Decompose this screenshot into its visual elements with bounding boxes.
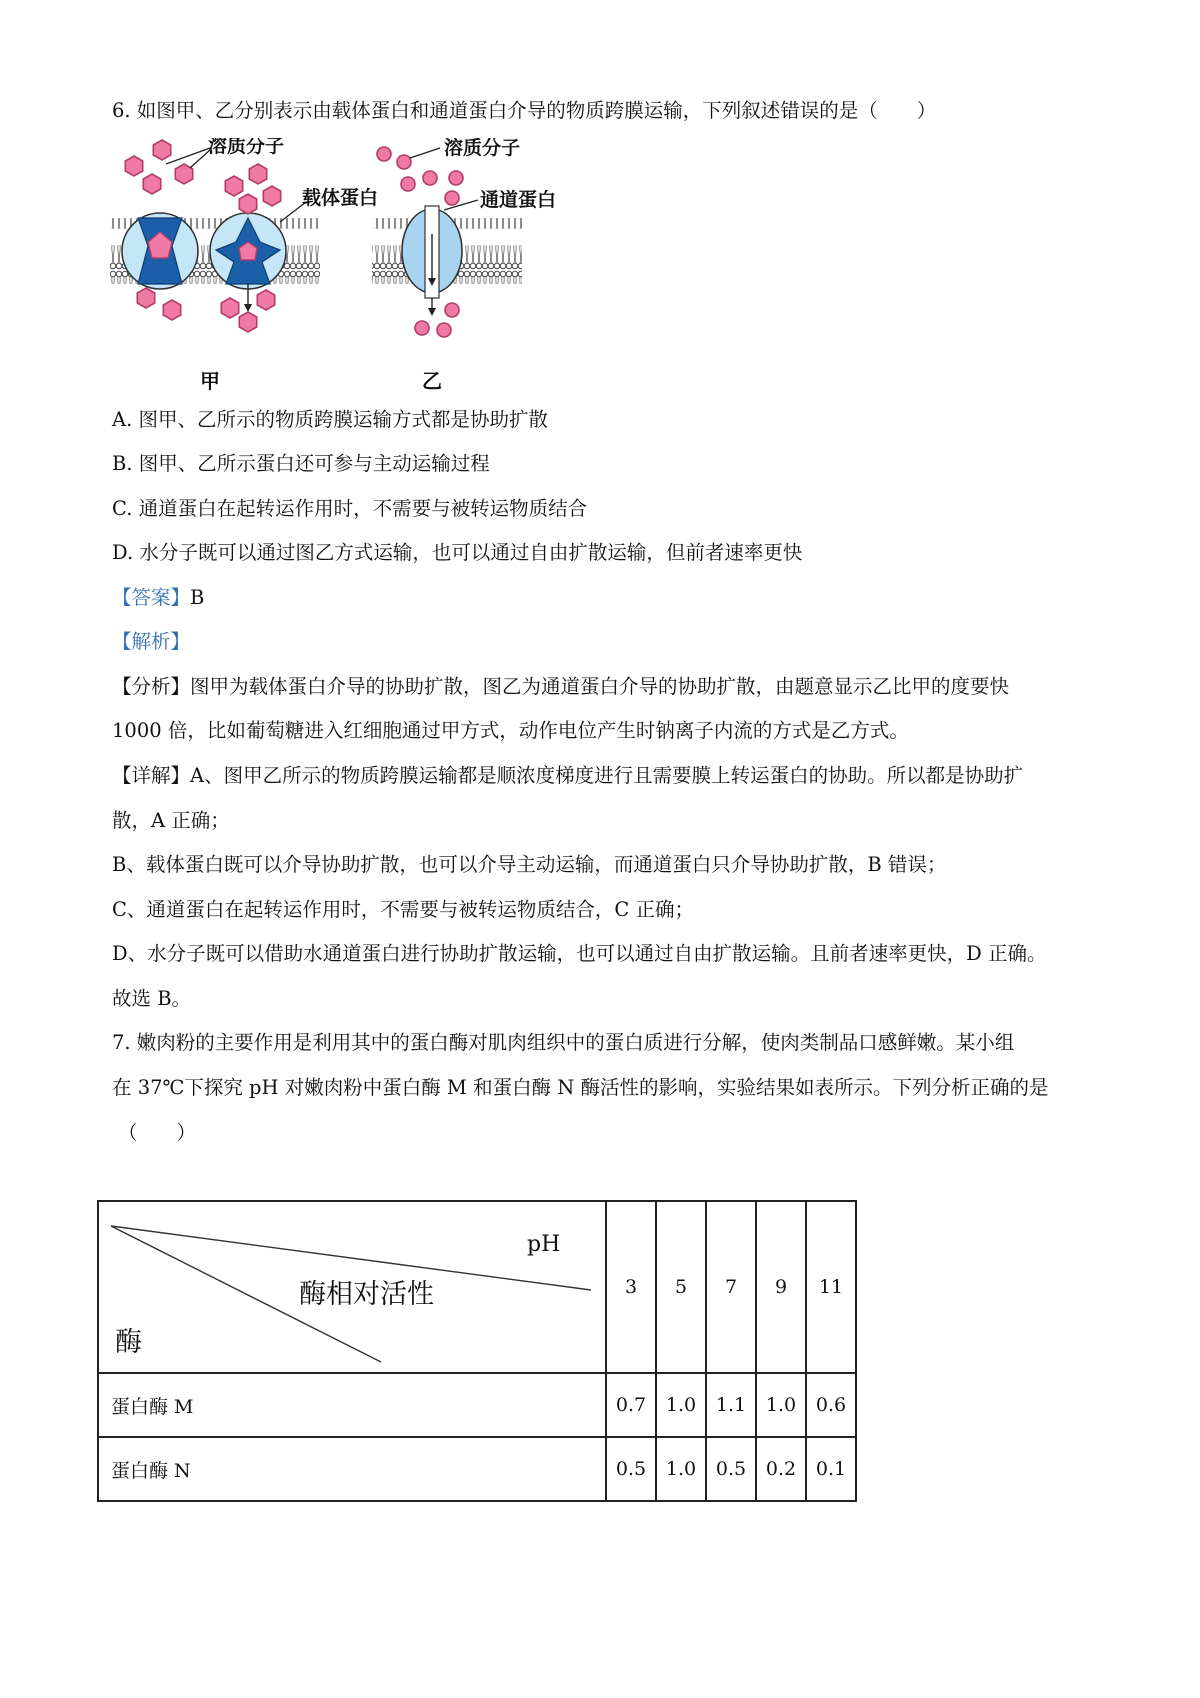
table-cell: 0.2 [756,1437,806,1501]
analysis-line-1: 【分析】图甲为载体蛋白介导的协助扩散，图乙为通道蛋白介导的协助扩散，由题意显示乙比甲的度要快 [112,675,1010,698]
enzyme-activity-table [97,1200,857,1502]
table-cell: 0.1 [806,1437,856,1501]
detail-line-4: C、通道蛋白在起转运作用时，不需要与被转运物质结合，C 正确； [112,898,695,921]
q6-option-b: B. 图甲、乙所示蛋白还可参与主动运输过程 [112,452,490,475]
corner-ph-label: pH [527,1232,561,1257]
table-cell: 1.0 [756,1373,806,1437]
table-cell: 0.7 [606,1373,656,1437]
ph-header: 7 [706,1201,756,1373]
q6-answer [112,585,204,611]
analysis-tag: 【解析】 [112,630,191,653]
answer-value: B [190,586,205,609]
q7-stem-line-1: 7. 嫩肉粉的主要作用是利用其中的蛋白酶对肌肉组织中的蛋白质进行分解，使肉类制品口感鲜嫩。某小组 [112,1031,1015,1054]
detail-line-2: 散，A 正确； [112,809,230,832]
q7-stem-line-3: （ ） [118,1121,197,1144]
detail-line-6: 故选 B。 [112,987,192,1010]
table-cell: 0.5 [606,1437,656,1501]
label-channel-protein: 通道蛋白 [480,189,557,211]
table-corner-cell [98,1201,606,1373]
q7-stem-line-2: 在 37℃下探究 pH 对嫩肉粉中蛋白酶 M 和蛋白酶 N 酶活性的影响，实验结果如表所示。下列分析正确的是 [112,1076,1049,1099]
row-label: 蛋白酶 M [98,1373,606,1437]
ph-header: 3 [606,1201,656,1373]
table-row [98,1437,856,1501]
detail-line-3: B、载体蛋白既可以介导协助扩散，也可以介导主动运输，而通道蛋白只介导协助扩散，B 错误； [112,853,947,876]
table-cell: 1.0 [656,1373,706,1437]
row-label: 蛋白酶 N [98,1437,606,1501]
table-cell: 1.1 [706,1373,756,1437]
label-yi: 乙 [422,369,442,393]
corner-enzyme-label: 酶 [115,1327,142,1358]
carrier-protein-1 [122,213,198,289]
channel-protein [402,206,462,316]
label-jia: 甲 [200,369,220,393]
table-cell: 0.5 [706,1437,756,1501]
table-row [98,1373,856,1437]
detail-line-5: D、水分子既可以借助水通道蛋白进行协助扩散运输，也可以通过自由扩散运输。且前者速率更快，D 正确。 [112,942,1047,965]
answer-tag: 【答案】 [112,586,191,609]
q6-option-d: D. 水分子既可以通过图乙方式运输，也可以通过自由扩散运输，但前者速率更快 [112,541,803,564]
ph-header: 11 [806,1201,856,1373]
table-cell: 0.6 [806,1373,856,1437]
ph-header: 5 [656,1201,706,1373]
label-solute-left: 溶质分子 [208,138,285,157]
q6-stem: 6. 如图甲、乙分别表示由载体蛋白和通道蛋白介导的物质跨膜运输，下列叙述错误的是（ ） [112,99,937,122]
label-carrier-protein: 载体蛋白 [302,187,379,209]
q6-option-c: C. 通道蛋白在起转运作用时，不需要与被转运物质结合 [112,497,588,520]
table-cell: 1.0 [656,1437,706,1501]
membrane-transport-figure [110,138,600,398]
analysis-line-2: 1000 倍，比如葡萄糖进入红细胞通过甲方式，动作电位产生时钠离子内流的方式是乙方式。 [112,719,909,742]
detail-line-1: 【详解】A、图甲乙所示的物质跨膜运输都是顺浓度梯度进行且需要膜上转运蛋白的协助。所以都是协助扩 [112,764,1024,787]
q6-option-a: A. 图甲、乙所示的物质跨膜运输方式都是协助扩散 [112,408,548,431]
label-solute-right: 溶质分子 [444,138,521,159]
corner-activity-label: 酶相对活性 [299,1279,434,1310]
ph-header: 9 [756,1201,806,1373]
